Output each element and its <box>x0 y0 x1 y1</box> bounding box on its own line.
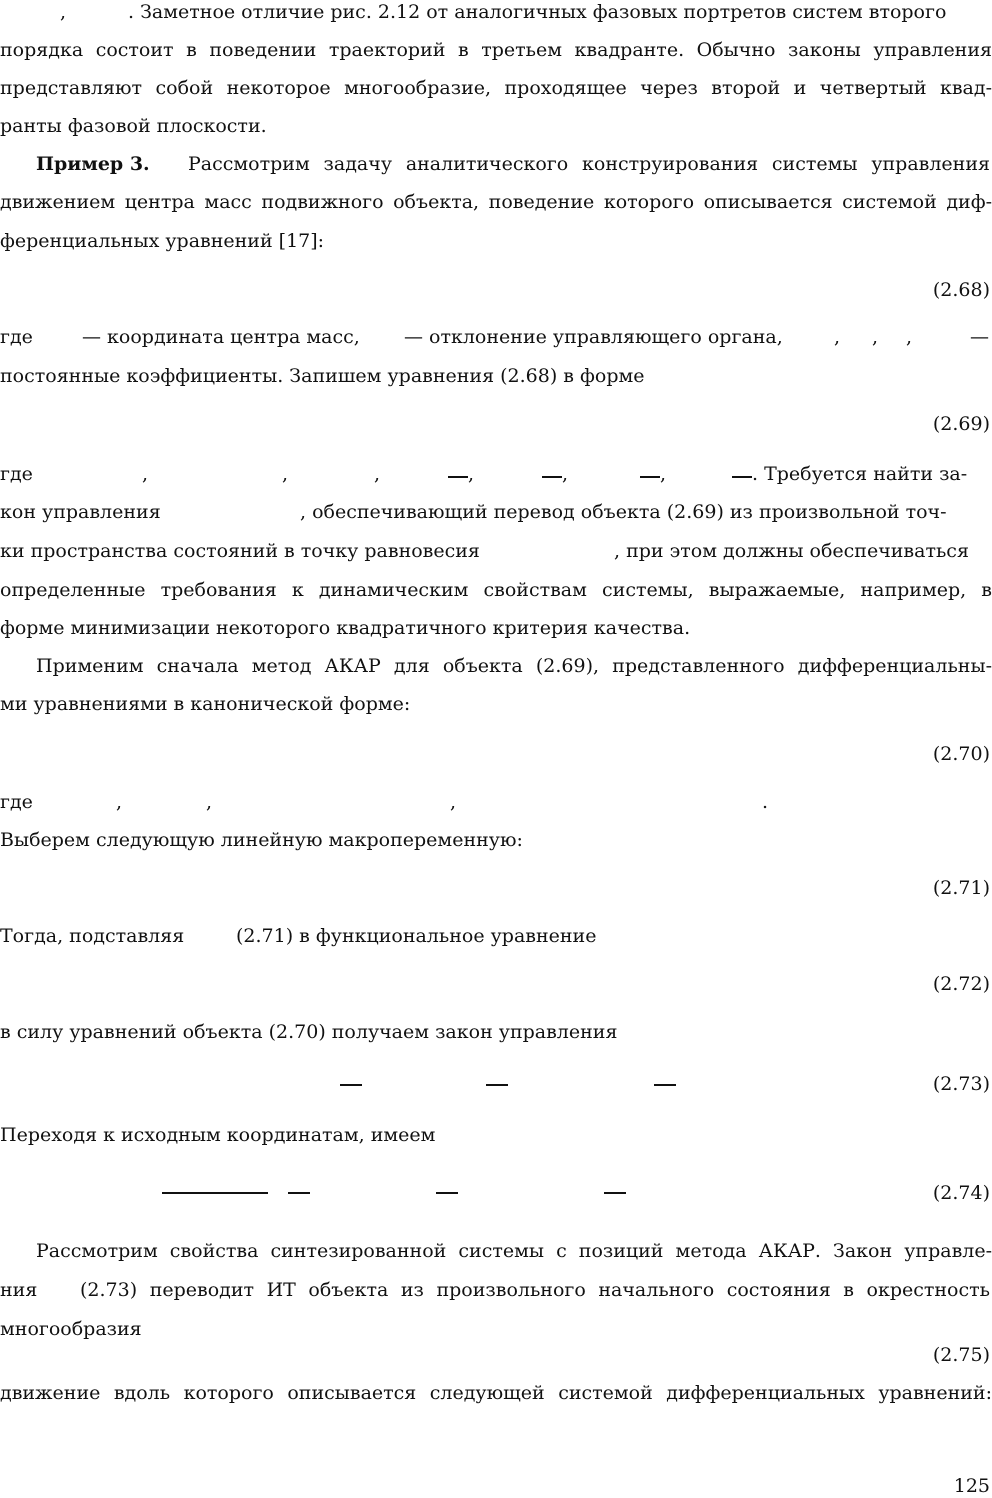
paragraph-line: постоянные коэффициенты. Запишем уравнения (2.68) в форме <box>0 365 645 387</box>
paragraph-line: Переходя к исходным координатам, имеем <box>0 1124 436 1146</box>
fraction-bar <box>604 1192 626 1194</box>
paragraph-line: ми уравнениями в канонической форме: <box>0 693 411 715</box>
text-fragment: , <box>468 463 475 485</box>
paragraph-line: ранты фазовой плоскости. <box>0 115 267 137</box>
paragraph-line: представляют собой некоторое многообразие, проходящее через второй и четвертый квад- <box>0 77 992 99</box>
paragraph-line: порядка состоит в поведении траекторий в третьем квадранте. Обычно законы управления <box>0 39 992 61</box>
paragraph-line: движением центра масс подвижного объекта, поведение которого описывается системой диф- <box>0 191 992 213</box>
fraction-bar <box>448 476 468 478</box>
paragraph-line: форме минимизации некоторого квадратичного критерия качества. <box>0 617 691 639</box>
text-fragment: , <box>60 1 67 23</box>
equation-number: (2.72) <box>932 973 990 995</box>
equation-number: (2.70) <box>932 743 990 765</box>
fraction-bar <box>162 1192 268 1194</box>
text-fragment: , <box>872 326 879 348</box>
paragraph-line: Выберем следующую линейную макропеременную: <box>0 829 523 851</box>
text-fragment: (2.71) в функциональное уравнение <box>236 925 597 947</box>
text-fragment: — координата центра масс, <box>82 326 360 348</box>
text-fragment: . Заметное отличие рис. 2.12 от аналогичных фазовых портретов систем второго <box>128 1 947 23</box>
equation-number: (2.73) <box>932 1073 990 1095</box>
fraction-bar <box>654 1084 676 1086</box>
fraction-bar <box>542 476 562 478</box>
text-fragment: , <box>282 463 289 485</box>
text-fragment: где <box>0 326 33 348</box>
fraction-bar <box>340 1084 362 1086</box>
paragraph-line: Рассмотрим задачу аналитического конструирования системы управления <box>188 153 990 175</box>
paragraph-line: движение вдоль которого описывается следующей системой дифференциальных уравнений: <box>0 1382 992 1404</box>
fraction-bar <box>486 1084 508 1086</box>
text-fragment: , <box>834 326 841 348</box>
fraction-bar <box>732 476 752 478</box>
fraction-bar <box>640 476 660 478</box>
fraction-bar <box>288 1192 310 1194</box>
text-fragment: , <box>206 791 213 813</box>
equation-number: (2.69) <box>932 413 990 435</box>
equation-number: (2.74) <box>932 1182 990 1204</box>
text-fragment: . Требуется найти за- <box>752 463 968 485</box>
page-number: 125 <box>953 1475 990 1497</box>
example-label: Пример 3. <box>36 153 150 175</box>
paragraph-line: определенные требования к динамическим свойствам системы, выражаемые, например, в <box>0 579 992 601</box>
text-fragment: — <box>970 326 989 348</box>
text-fragment: где <box>0 791 33 813</box>
text-fragment: , <box>116 791 123 813</box>
text-fragment: , <box>660 463 667 485</box>
text-fragment: , <box>450 791 457 813</box>
text-fragment: Тогда, подставляя <box>0 925 185 947</box>
text-fragment: , <box>374 463 381 485</box>
text-fragment: , обеспечивающий перевод объекта (2.69) из произвольной точ- <box>300 501 947 523</box>
paragraph-line: Рассмотрим свойства синтезированной системы с позиций метода АКАР. Закон управле- <box>36 1240 992 1262</box>
paragraph-line: в силу уравнений объекта (2.70) получаем закон управления <box>0 1021 618 1043</box>
equation-number: (2.68) <box>932 279 990 301</box>
text-fragment: ки пространства состояний в точку равновесия <box>0 540 480 562</box>
text-fragment: где <box>0 463 33 485</box>
text-fragment: кон управления <box>0 501 161 523</box>
text-fragment: , <box>562 463 569 485</box>
equation-number: (2.75) <box>932 1344 990 1366</box>
paragraph-line: Применим сначала метод АКАР для объекта (2.69), представленного дифференциальны- <box>36 655 992 677</box>
text-fragment: — отклонение управляющего органа, <box>404 326 783 348</box>
equation-number: (2.71) <box>932 877 990 899</box>
paragraph-line: (2.73) переводит ИТ объекта из произвольного начального состояния в окрестность <box>80 1279 990 1301</box>
text-fragment: . <box>762 791 769 813</box>
paragraph-line: ференциальных уравнений [17]: <box>0 230 325 252</box>
text-fragment: , <box>142 463 149 485</box>
text-fragment: ния <box>0 1279 38 1301</box>
paragraph-line: многообразия <box>0 1318 142 1340</box>
text-fragment: , <box>906 326 913 348</box>
text-fragment: , при этом должны обеспечиваться <box>614 540 969 562</box>
fraction-bar <box>436 1192 458 1194</box>
